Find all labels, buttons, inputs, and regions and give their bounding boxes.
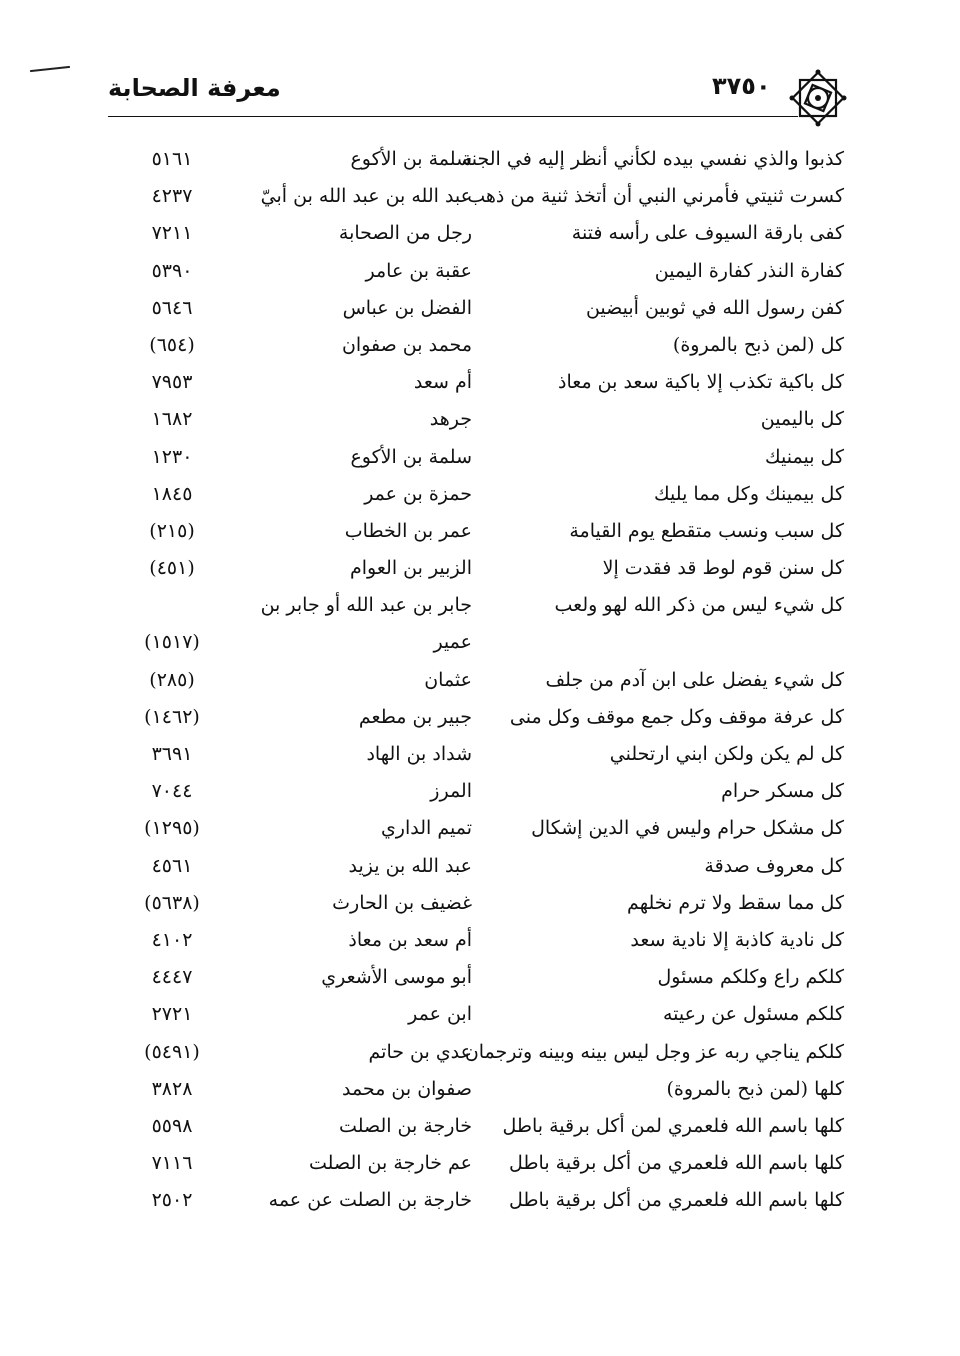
narrator-name: عقبة بن عامر [365, 259, 472, 282]
hadith-text: كفن رسول الله في ثوبين أبيضين [585, 296, 844, 319]
reference-number: (٦٥٤) [149, 333, 195, 356]
index-row [0, 551, 960, 588]
running-title: معرفة الصحابة [108, 74, 281, 102]
narrator-name: أبو موسى الأشعري [321, 966, 472, 989]
index-row [0, 142, 960, 179]
index-row [0, 402, 960, 439]
reference-number: (١٤٦٢) [144, 705, 200, 728]
index-row [0, 923, 960, 960]
index-row [0, 477, 960, 514]
narrator-name: الزبير بن العوام [350, 557, 472, 580]
narrator-name: خارجة بن الصلت عن عمه [268, 1189, 472, 1212]
index-row [0, 179, 960, 216]
index-row [0, 216, 960, 253]
index-row [0, 1109, 960, 1146]
reference-number: ٥٦٤٦ [151, 296, 193, 319]
narrator-name: عثمان [424, 668, 472, 691]
hadith-text: كلكم راع وكلكم مسئول [657, 966, 844, 989]
index-row [0, 960, 960, 997]
index-row [0, 1183, 960, 1220]
reference-number: ١٦٨٢ [151, 408, 193, 431]
hadith-text: كل بيمنيك [765, 445, 844, 468]
index-row [0, 254, 960, 291]
index-row [0, 1146, 960, 1183]
narrator-name: خارجة بن الصلت [339, 1114, 472, 1137]
hadith-text: كلكم مسئول عن رعيته [662, 1003, 844, 1026]
narrator-name: عدي بن حاتم [368, 1040, 472, 1063]
narrator-name: سلمة بن الأكوع [350, 445, 472, 468]
index-row [0, 737, 960, 774]
narrator-name: عمر بن الخطاب [344, 519, 472, 542]
hadith-text: كل باليمين [760, 408, 844, 431]
hadith-text: كفى بارقة السيوف على رأسه فتنة [571, 222, 844, 245]
narrator-name: صفوان بن محمد [341, 1077, 472, 1100]
margin-mark [30, 66, 70, 72]
hadith-text: كل عرفة موقف وكل جمع موقف وكل منى [509, 705, 844, 728]
reference-number: ٧٢١١ [151, 222, 193, 245]
index-row [0, 1035, 960, 1072]
narrator-name: أم سعد بن معاذ [348, 928, 472, 951]
index-row [0, 328, 960, 365]
page-number: ٣٧٥٠ [712, 72, 771, 100]
index-row [0, 811, 960, 848]
narrator-name: الفضل بن عباس [342, 296, 472, 319]
hadith-text: كل باكية تكذب إلا باكية سعد بن معاذ [558, 371, 844, 394]
index-row [0, 774, 960, 811]
reference-number: ٥٥٩٨ [151, 1114, 193, 1137]
narrator-name: غضيف بن الحارث [332, 891, 472, 914]
narrator-name: المرز [430, 780, 472, 803]
hadith-text: كل شيء يفضل على ابن آدم من جلف [545, 668, 844, 691]
narrator-name: سلمة بن الأكوع [350, 148, 472, 170]
narrator-name: جبير بن مطعم [358, 705, 472, 728]
reference-number: ٢٥٠٢ [151, 1189, 193, 1212]
index-row [0, 291, 960, 328]
index-row [0, 588, 960, 625]
index-row [0, 663, 960, 700]
reference-number: ٤٤٤٧ [151, 966, 193, 989]
reference-number: (٥٦٣٨) [144, 891, 200, 914]
index-row [0, 440, 960, 477]
index-table [0, 142, 960, 1220]
narrator-name: حمزة بن عمر [364, 482, 472, 505]
hadith-text: كل سبب ونسب متقطع يوم القيامة [569, 519, 844, 542]
index-row [0, 849, 960, 886]
narrator-name: جرهد [429, 408, 472, 431]
index-row [0, 700, 960, 737]
reference-number: ٥٣٩٠ [151, 259, 193, 282]
index-row [0, 886, 960, 923]
reference-number: ٥١٦١ [151, 148, 193, 170]
reference-number: (٢٨٥) [149, 668, 195, 691]
hadith-text: كفارة النذر كفارة اليمين [654, 259, 844, 282]
narrator-name: عبد الله بن يزيد [348, 854, 472, 877]
hadith-text: كلها باسم الله فلعمري من أكل برقية باطل [509, 1189, 844, 1212]
narrator-name: عمير [433, 631, 472, 654]
hadith-text: كلها (لمن ذبح بالمروة) [666, 1077, 844, 1100]
reference-number: ١٢٣٠ [151, 445, 193, 468]
header-rule [108, 116, 798, 117]
narrator-name: عبد الله بن عبد الله بن أبيّ [260, 185, 472, 208]
hadith-text: كلها باسم الله فلعمري من أكل برقية باطل [509, 1152, 844, 1175]
hadith-text: كل سنن قوم لوط قد فقدت إلا [602, 557, 844, 580]
hadith-text: كل مما سقط ولا ترم نخلهم [627, 891, 844, 914]
index-row [0, 1072, 960, 1109]
reference-number: (١٥١٧) [144, 631, 200, 654]
narrator-name: ابن عمر [408, 1003, 472, 1026]
reference-number: ١٨٤٥ [151, 482, 193, 505]
hadith-text: كذبوا والذي نفسي بيده لكأني أنظر إليه في الجنة [461, 148, 844, 170]
hadith-text: كل شيء ليس من ذكر الله لهو ولعب [554, 594, 844, 617]
narrator-name: أم سعد [413, 371, 472, 394]
hadith-text: كل معروف صدقة [704, 854, 844, 877]
hadith-text: كل مشكل حرام وليس في الدين إشكال [531, 817, 844, 840]
hadith-text: كل نادية كاذبة إلا نادية سعد [630, 928, 844, 951]
reference-number: ٣٨٢٨ [151, 1077, 193, 1100]
hadith-text: كسرت ثنيتي فأمرني النبي أن أتخذ ثنية من ذهب [467, 185, 844, 208]
narrator-name: شداد بن الهاد [366, 743, 472, 765]
hadith-text: كل (لمن ذبح بالمروة) [672, 333, 844, 356]
reference-number: ٧٩٥٣ [151, 371, 193, 394]
ornament-icon [786, 66, 850, 130]
reference-number: ٤١٠٢ [151, 928, 193, 951]
reference-number: (١٢٩٥) [144, 817, 200, 840]
index-row [0, 625, 960, 662]
reference-number: ٤٢٣٧ [151, 185, 193, 208]
hadith-text: كلها باسم الله فلعمري لمن أكل برقية باطل [502, 1114, 844, 1137]
reference-number: ٣٦٩١ [151, 743, 193, 765]
reference-number: ٧٠٤٤ [151, 780, 193, 803]
hadith-text: كل بيمينك وكل مما يليك [654, 482, 844, 505]
narrator-name: جابر بن عبد الله أو جابر بن [260, 594, 472, 617]
hadith-text: كل لم يكن ولكن ابني ارتحلني [609, 743, 844, 765]
narrator-name: عم خارجة بن الصلت [309, 1152, 472, 1175]
reference-number: ٧١١٦ [151, 1152, 193, 1175]
page-header [108, 70, 844, 110]
narrator-name: محمد بن صفوان [341, 333, 472, 356]
reference-number: (٢١٥) [149, 519, 195, 542]
index-row [0, 365, 960, 402]
reference-number: (٤٥١) [149, 557, 195, 580]
index-row [0, 997, 960, 1034]
hadith-text: كلكم يناجي ربه عز وجل ليس بينه وبينه وترجمان [464, 1040, 844, 1063]
reference-number: (٥٤٩١) [144, 1040, 200, 1063]
reference-number: ٤٥٦١ [151, 854, 193, 877]
narrator-name: تميم الداري [380, 817, 472, 840]
reference-number: ٢٧٢١ [151, 1003, 193, 1026]
index-row [0, 514, 960, 551]
hadith-text: كل مسكر حرام [721, 780, 844, 803]
narrator-name: رجل من الصحابة [338, 222, 472, 245]
